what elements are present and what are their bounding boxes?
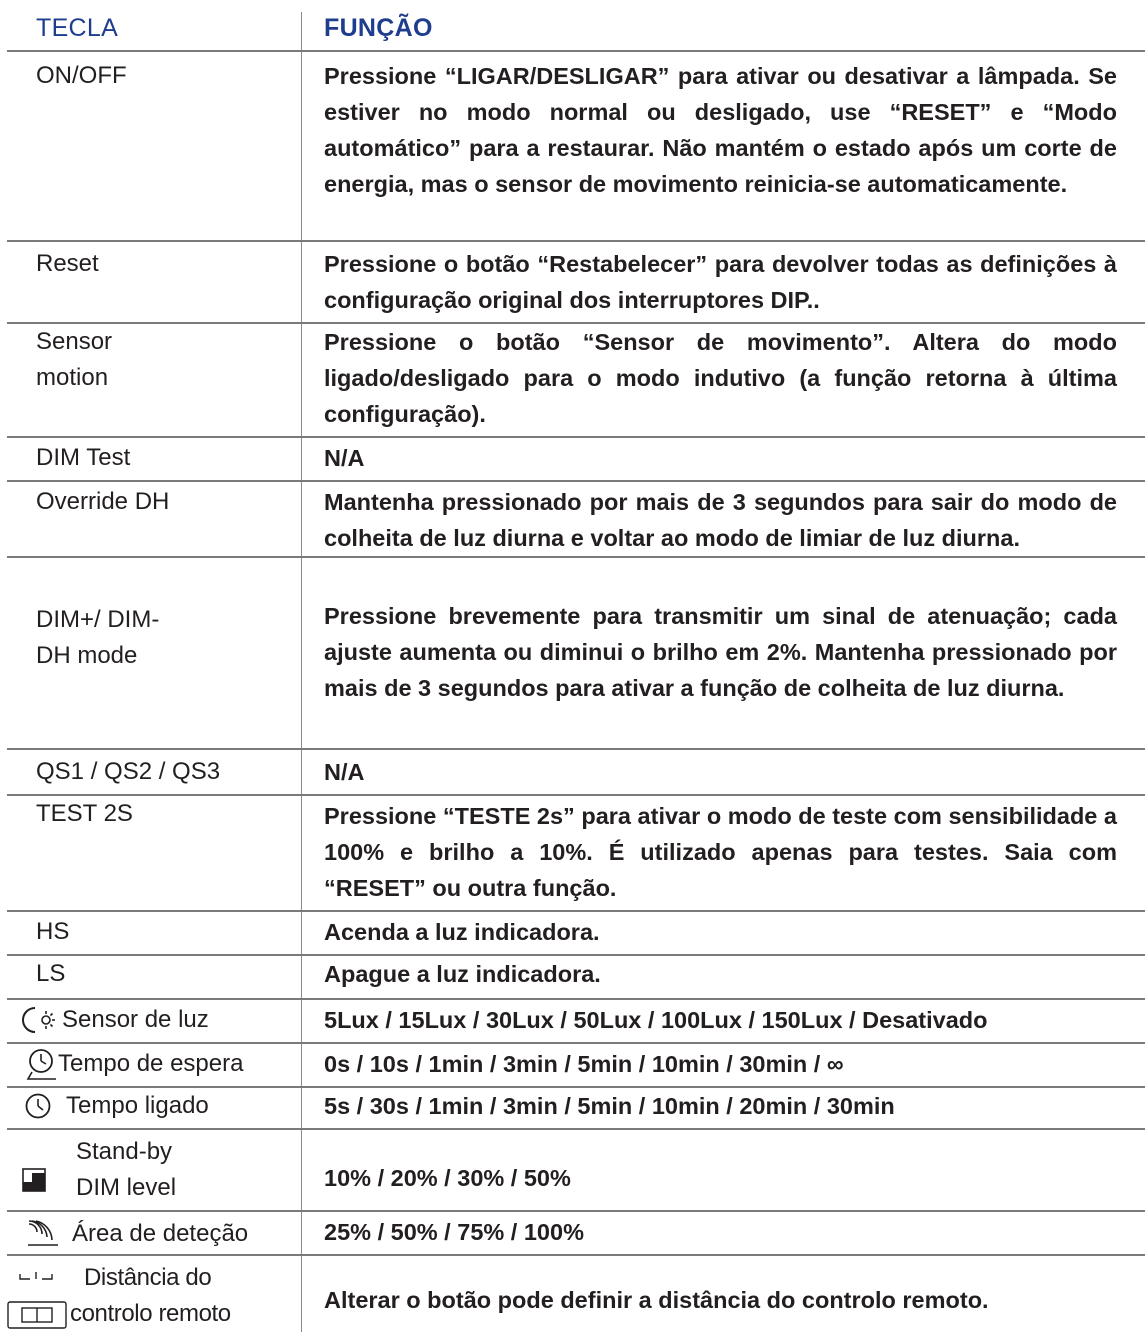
function-sensor-motion: Pressione o botão “Sensor de movimento”. Altera do modo ligado/desligado para o modo indutivo (a função retorna à última configuração). — [324, 329, 1117, 427]
key-standby-dim — [76, 1134, 176, 1206]
key-hs: HS — [36, 918, 70, 945]
remote-distance-icon — [6, 1262, 70, 1332]
key-line: DH mode — [36, 642, 138, 669]
row-divider — [7, 1042, 1145, 1044]
key-ls: LS — [36, 960, 66, 987]
row-divider — [7, 50, 1145, 52]
row-divider — [7, 748, 1145, 750]
function-standby-dim: 10% / 20% / 30% / 50% — [324, 1165, 571, 1191]
function-override-dh: Mantenha pressionado por mais de 3 segundos para sair do modo de colheita de luz diurna e voltar ao modo de limiar de luz diurna. — [324, 489, 1117, 551]
row-divider — [7, 240, 1145, 242]
key-line: DIM+/ DIM- — [36, 606, 160, 633]
key-dim-test: DIM Test — [36, 444, 131, 471]
key-line: controlo remoto — [70, 1300, 231, 1327]
column-divider — [301, 12, 302, 1332]
row-divider — [7, 480, 1145, 482]
key-label: Sensor de luz — [62, 1006, 209, 1033]
row-divider — [7, 998, 1145, 1000]
header-function: FUNÇÃO — [324, 14, 433, 42]
function-detection-area: 25% / 50% / 75% / 100% — [324, 1219, 584, 1245]
function-ls: Apague a luz indicadora. — [324, 961, 601, 987]
function-light-sensor: 5Lux / 15Lux / 30Lux / 50Lux / 100Lux / 150Lux / Desativado — [324, 1007, 988, 1033]
row-divider — [7, 1254, 1145, 1256]
moon-sun-icon — [22, 1005, 62, 1035]
key-reset: Reset — [36, 250, 99, 277]
function-qs: N/A — [324, 759, 365, 785]
key-dim-dh-mode — [36, 602, 159, 674]
key-label: Tempo ligado — [66, 1092, 209, 1119]
key-remote-distance — [70, 1260, 231, 1332]
function-dim-dh-mode: Pressione brevemente para transmitir um sinal de atenuação; cada ajuste aumenta ou diminui o brilho em 2%. Mantenha pressionado por mais de 3 segundos para ativar a função de colheita de luz diurna. — [324, 603, 1117, 701]
header-key: TECLA — [36, 14, 119, 42]
clock-icon — [24, 1092, 52, 1120]
function-reset: Pressione o botão “Restabelecer” para devolver todas as definições à configuração original dos interruptores DIP.. — [324, 251, 1117, 313]
row-divider — [7, 910, 1145, 912]
dim-level-icon — [22, 1168, 48, 1194]
function-test-2s: Pressione “TESTE 2s” para ativar o modo de teste com sensibilidade a 100% e brilho a 10%. É utilizado apenas para testes. Saia com “RESET” ou outra função. — [324, 803, 1117, 901]
clock-wait-icon — [26, 1047, 58, 1081]
row-divider — [7, 1128, 1145, 1130]
function-on-off: Pressione “LIGAR/DESLIGAR” para ativar ou desativar a lâmpada. Se estiver no modo normal ou desligado, use “RESET” e “Modo automático” para a restaurar. Não mantém o estado após um corte de energia, mas o sensor de movimento reinicia-se automaticamente. — [324, 63, 1117, 197]
key-override-dh: Override DH — [36, 488, 170, 515]
row-divider — [7, 556, 1145, 558]
key-line: Distância do — [84, 1264, 212, 1291]
key-detection-area — [26, 1216, 248, 1252]
key-line: Sensor — [36, 328, 113, 355]
row-divider — [7, 436, 1145, 438]
key-sensor-motion — [36, 324, 112, 396]
key-qs: QS1 / QS2 / QS3 — [36, 758, 221, 785]
key-on-off: ON/OFF — [36, 62, 127, 89]
row-divider — [7, 1210, 1145, 1212]
function-wait-time: 0s / 10s / 1min / 3min / 5min / 10min / 30min / ∞ — [324, 1051, 844, 1077]
function-remote-distance: Alterar o botão pode definir a distância do controlo remoto. — [324, 1287, 989, 1313]
key-label: Área de deteção — [72, 1220, 249, 1247]
row-divider — [7, 794, 1145, 796]
function-on-time: 5s / 30s / 1min / 3min / 5min / 10min / 20min / 30min — [324, 1093, 895, 1119]
key-on-time — [24, 1088, 209, 1124]
detection-area-icon — [26, 1220, 60, 1248]
key-line: motion — [36, 364, 109, 391]
function-dim-test: N/A — [324, 445, 365, 471]
key-light-sensor — [22, 1002, 209, 1038]
key-label: Tempo de espera — [58, 1050, 244, 1077]
key-line: DIM level — [76, 1174, 177, 1201]
key-line: Stand-by — [76, 1138, 173, 1165]
key-test-2s: TEST 2S — [36, 800, 133, 827]
key-wait-time — [26, 1046, 243, 1082]
function-hs: Acenda a luz indicadora. — [324, 919, 600, 945]
